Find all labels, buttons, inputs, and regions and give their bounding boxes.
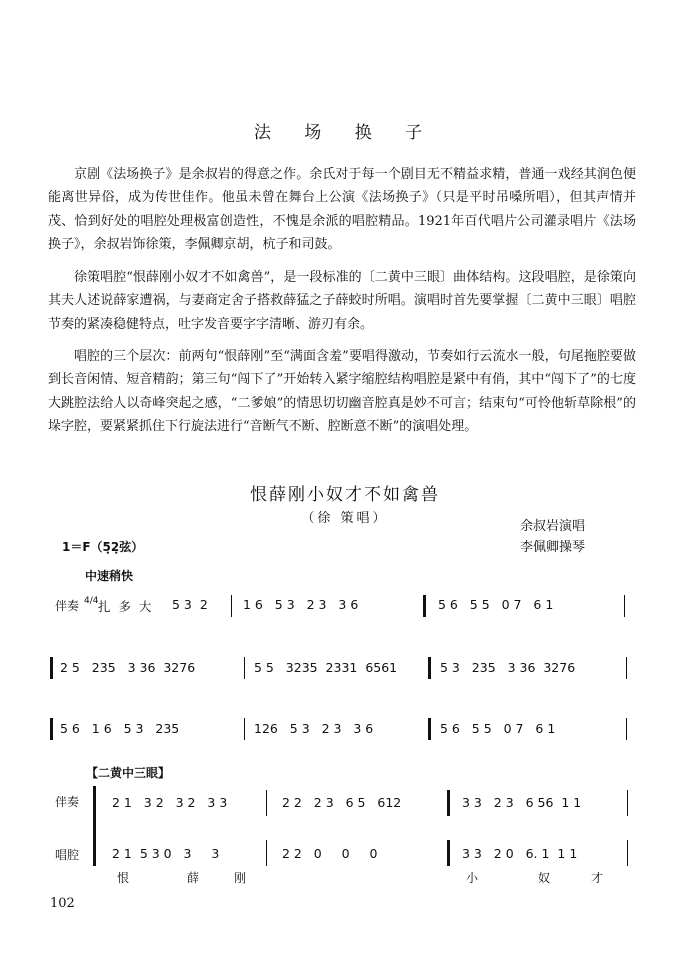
intro-syllables: 扎 多 大 (98, 599, 152, 614)
measure: 5 5 3235 2331 6561 (254, 660, 398, 675)
barline (266, 790, 267, 816)
barline (266, 840, 267, 866)
barline (447, 790, 450, 816)
barline (624, 595, 625, 617)
lyric-char: 薛 (187, 871, 200, 885)
staff-label-accompaniment: 伴奏 (55, 599, 80, 613)
measure: 1 6 5 3 2 3 3 6 (243, 597, 359, 612)
credit-singer: 余叔岩演唱 (520, 519, 586, 534)
staff-label-accompaniment: 伴奏 (55, 795, 80, 809)
paragraph-3: 唱腔的三个层次：前两句“恨薛刚”至“满面含羞”要唱得激动，节奏如行云流水一般，句尾拖腔要做到长音闲情、短音精韵；第三句“闯下了”开始转入紧字缩腔结构唱腔是紧中有俏，其中“闯下了”的七度大跳腔法给人以奇峰突起之感，“二爹娘”的情思切切幽音腔真是妙不可言；结束句“可怜他斩草除根”的垛字腔，要紧紧抓住下行旋法进行“音断气不断、腔断意不断”的演唱处理。 (48, 349, 636, 435)
system-bracket (93, 786, 96, 866)
barline (428, 657, 431, 679)
barline (50, 657, 53, 679)
measure: 2 5 235 3 36 3276 (60, 660, 196, 675)
paragraph-2: 徐策唱腔“恨薛刚小奴才不如禽兽”，是一段标准的〔二黄中三眼〕曲体结构。这段唱腔，是徐策向其夫人述说薛家遭祸，与妻商定舍子搭救薛猛之子薛蛟时所唱。演唱时首先要掌握〔二黄中三眼〕唱腔节奏的紧凑稳健特点，吐字发音要字字清晰、游刃有余。 (48, 270, 636, 332)
barline (244, 657, 245, 679)
lyric-char: 才 (591, 871, 604, 885)
lyric-char: 恨 (117, 871, 130, 885)
measure: 2 2 0 0 0 (282, 846, 378, 861)
barline (447, 840, 450, 866)
tempo-marking: 中速稍快 (85, 569, 134, 583)
score-title: 恨薛刚小奴才不如禽兽 (250, 485, 440, 505)
measure: 5 3 235 3 36 3276 (440, 660, 576, 675)
measure: 2 1 5 3 0 3 3 (112, 846, 220, 861)
section-label: 【二黄中三眼】 (86, 766, 171, 780)
lyric-char: 奴 (538, 871, 551, 885)
measure: 5 3 2 (172, 597, 208, 612)
score-subtitle: （徐 策唱） (301, 511, 389, 526)
barline (428, 718, 431, 740)
lyric-char: 刚 (234, 871, 247, 885)
measure: 2 1 3 2 3 2 3 3 (112, 795, 228, 810)
measure: 126 5 3 2 3 3 6 (254, 721, 374, 736)
paragraph-1: 京剧《法场换子》是余叔岩的得意之作。余氏对于每一个剧目无不精益求精，普通一戏经其润色便能离世异俗，成为传世佳作。他虽未曾在舞台上公演《法场换子》（只是平时吊嗓所唱），但其声情并茂、恰到好处的唱腔处理极富创造性，不愧是余派的唱腔精品。1921年百代唱片公司灌录唱片《法场换子》，余叔岩饰徐策，李佩卿京胡，杭子和司鼓。 (48, 167, 636, 253)
barline (626, 718, 627, 740)
barline (50, 718, 53, 740)
barline (244, 718, 245, 740)
article-title: 法 场 换 子 (253, 123, 437, 143)
measure: 5 6 5 5 0 7 6 1 (438, 597, 554, 612)
barline (423, 595, 426, 617)
barline (231, 595, 232, 617)
barline (627, 790, 628, 816)
credit-fiddler: 李佩卿操琴 (520, 540, 586, 555)
staff-label-vocal: 唱腔 (55, 848, 80, 862)
measure: 5 6 5 5 0 7 6 1 (440, 721, 556, 736)
measure: 5 6 1 6 5 3 235 (60, 721, 180, 736)
barline (627, 840, 628, 866)
page-number: 102 (50, 896, 75, 911)
measure: 3 3 2 3 6 56 1 1 (462, 795, 582, 810)
key-signature: 1＝F（5̣2̣弦） (62, 540, 144, 554)
measure: 3 3 2 0 6. 1 1 1 (462, 846, 578, 861)
barline (626, 657, 627, 679)
lyric-char: 小 (466, 871, 479, 885)
measure: 2 2 2 3 6 5 612 (282, 795, 402, 810)
time-signature: 4/4 (84, 596, 99, 606)
